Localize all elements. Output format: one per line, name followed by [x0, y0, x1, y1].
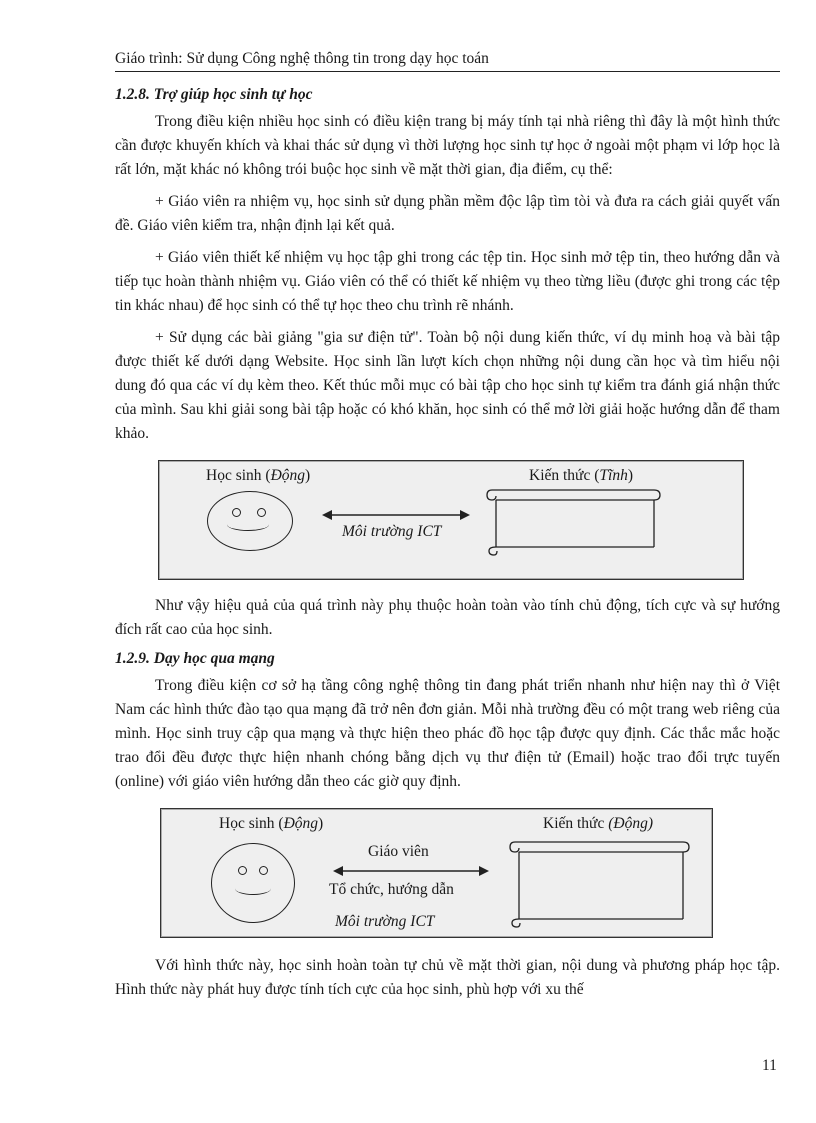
smiley-face-icon: [207, 491, 293, 551]
paragraph: + Giáo viên thiết kế nhiệm vụ học tập ghi trong các tệp tin. Học sinh mở tệp tin, theo hướng dẫn và tiếp tục hoàn thành nhiệm vụ. Giáo viên có thể có thiết kế nhiệm vụ theo từng liều (được ghi trong các tệp tin khác nhau) để học sinh có thể tự học theo chu trình rẽ nhánh.: [115, 249, 780, 314]
online-learning-diagram: [160, 808, 713, 938]
student-label: Học sinh (Động): [219, 815, 324, 832]
double-arrow-icon: [333, 865, 489, 877]
paragraph: + Giáo viên ra nhiệm vụ, học sinh sử dụng phần mềm độc lập tìm tòi và đưa ra cách giải quyết vấn đề. Giáo viên kiểm tra, nhận định lại kết quả.: [115, 193, 780, 234]
section-title-1-2-8: 1.2.8. Trợ giúp học sinh tự học: [115, 86, 313, 103]
environment-label: Môi trường ICT: [335, 913, 435, 930]
paragraph: + Sử dụng các bài giảng "gia sư điện tử". Toàn bộ nội dung kiến thức, ví dụ minh hoạ và bài tập được thiết kế dưới dạng Website. Học sinh lần lượt kích chọn những nội dung cần học và tìm hiểu nội dung đó qua các ví dụ kèm theo. Kết thúc mỗi mục có bài tập cho học sinh tự kiểm tra đánh giá nhận thức của mình. Sau khi giải song bài tập hoặc có khó khăn, học sinh có thể mở lời giải hoặc hướng dẫn để tham khảo.: [115, 329, 780, 442]
scroll-icon: [507, 837, 693, 929]
teacher-label: Giáo viên: [368, 843, 429, 860]
paragraph: Trong điều kiện nhiều học sinh có điều kiện trang bị máy tính tại nhà riêng thì đây là một hình thức cần được khuyến khích và khai thác sử dụng vì thời lượng học sinh tự học ở ngoài một phạm vi lớp học là rất lớn, mặt khác nó không trói buộc học sinh về mặt thời gian, địa điểm, cụ thể:: [115, 113, 780, 178]
environment-label: Môi trường ICT: [342, 523, 442, 540]
student-label: Học sinh (Động): [206, 467, 311, 484]
scroll-icon: [484, 485, 664, 557]
paragraph: Như vậy hiệu quả của quá trình này phụ thuộc hoàn toàn vào tính chủ động, tích cực và sự hướng đích rất cao của học sinh.: [115, 597, 780, 638]
double-arrow-icon: [322, 509, 470, 521]
page-number: 11: [762, 1057, 777, 1074]
paragraph: Với hình thức này, học sinh hoàn toàn tự chủ về mặt thời gian, nội dung và phương pháp học tập. Hình thức này phát huy được tính tích cực của học sinh, phù hợp với xu thế: [115, 957, 780, 998]
knowledge-label: Kiến thức (Tĩnh): [529, 467, 633, 484]
page-content: [115, 86, 780, 1010]
running-header: Giáo trình: Sử dụng Công nghệ thông tin trong dạy học toán: [115, 50, 780, 72]
section-title-1-2-9: 1.2.9. Dạy học qua mạng: [115, 650, 275, 667]
smiley-face-icon: [211, 843, 295, 923]
paragraph: Trong điều kiện cơ sở hạ tầng công nghệ thông tin đang phát triển nhanh như hiện nay thì ở Việt Nam các hình thức đào tạo qua mạng đã trở nên đơn giản. Mỗi nhà trường đều có một trang web riêng của mình. Học sinh truy cập qua mạng và thực hiện theo phác đồ học tập được quy định. Các thắc mắc hoặc trao đổi đều được thực hiện nhanh chóng bằng dịch vụ thư điện tử (Email) hoặc trao đổi trực tuyến (online) với giáo viên hướng dẫn theo các giờ quy định.: [115, 677, 780, 790]
self-study-diagram: [158, 460, 744, 580]
knowledge-label: Kiến thức (Động): [543, 815, 653, 832]
organize-label: Tổ chức, hướng dẫn: [329, 881, 454, 898]
